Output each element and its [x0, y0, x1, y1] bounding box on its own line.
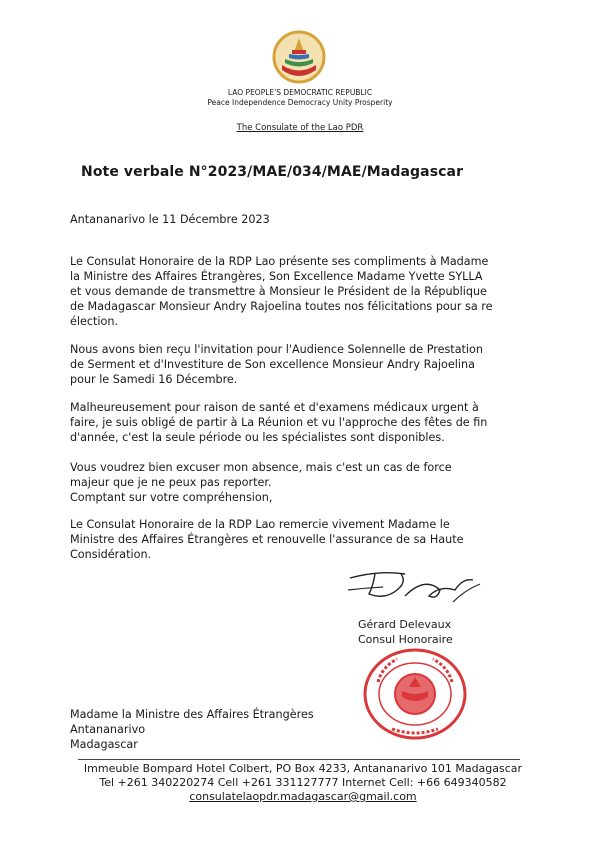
republic-name: LAO PEOPLE'S DEMOCRATIC REPUBLIC — [227, 88, 373, 97]
recipient-block — [70, 707, 540, 752]
text-line: Ministre des Affaires Étrangères et renouvelle l'assurance de sa Haute — [70, 533, 464, 546]
national-motto: Peace Independence Democracy Unity Prosperity — [207, 98, 393, 107]
recipient-line: Madagascar — [70, 738, 138, 751]
footer-divider — [78, 759, 520, 760]
text-line: Le Consulat Honoraire de la RDP Lao remercie vivement Madame le — [70, 518, 450, 531]
text-line: Malheureusement pour raison de santé et d'examens médicaux urgent à — [70, 401, 479, 414]
paragraph-5 — [70, 517, 540, 562]
text-line: d'année, c'est la seule période ou les spécialistes sont disponibles. — [70, 431, 445, 444]
text-line: faire, je suis obligé de partir à La Réunion et vu l'approche des fêtes de fin — [70, 416, 488, 429]
paragraph-3 — [70, 400, 540, 445]
date-line: Antananarivo le 11 Décembre 2023 — [70, 213, 270, 226]
signatory-name: Gérard Delevaux — [358, 618, 452, 631]
text-line: élection. — [70, 315, 119, 328]
text-line: majeur que je ne peux pas reporter. — [70, 476, 272, 489]
text-line: Considération. — [70, 548, 152, 561]
text-line: de Serment et d'Investiture de Son excellence Monsieur Andry Rajoelina — [70, 358, 475, 371]
text-line: de Madagascar Monsieur Andry Rajoelina toutes nos félicitations pour sa re — [70, 300, 493, 313]
note-title: Note verbale N°2023/MAE/034/MAE/Madagascar — [81, 164, 464, 180]
text-line: pour le Samedi 16 Décembre. — [70, 373, 238, 386]
recipient-line: Antananarivo — [70, 723, 146, 736]
text-line: et vous demande de transmettre à Monsieur le Président de la République — [70, 285, 487, 298]
footer-email-link[interactable]: consulatelaopdr.madagascar@gmail.com — [189, 790, 417, 803]
text-line: Vous voudrez bien excuser mon absence, mais c'est un cas de force — [70, 461, 452, 474]
footer-address: Immeuble Bompard Hotel Colbert, PO Box 4233, Antananarivo 101 Madagascar — [83, 762, 523, 775]
consulate-name: The Consulate of the Lao PDR — [236, 123, 364, 133]
paragraph-2 — [70, 342, 540, 387]
recipient-line: Madame la Ministre des Affaires Étrangères — [70, 708, 314, 721]
text-line: Nous avons bien reçu l'invitation pour l'Audience Solennelle de Prestation — [70, 343, 483, 356]
lao-emblem-icon — [272, 30, 326, 84]
footer-phones: Tel +261 340220274 Cell +261 331127777 Internet Cell: +66 649340582 — [99, 776, 507, 789]
handwritten-signature — [345, 560, 495, 620]
text-line: Comptant sur votre compréhension, — [70, 491, 273, 504]
paragraph-4 — [70, 460, 540, 505]
text-line: Le Consulat Honoraire de la RDP Lao présente ses compliments à Madame — [70, 255, 489, 268]
paragraph-1 — [70, 254, 540, 329]
text-line: la Ministre des Affaires Étrangères, Son Excellence Madame Yvette SYLLA — [70, 270, 483, 283]
signatory-title: Consul Honoraire — [358, 633, 453, 646]
